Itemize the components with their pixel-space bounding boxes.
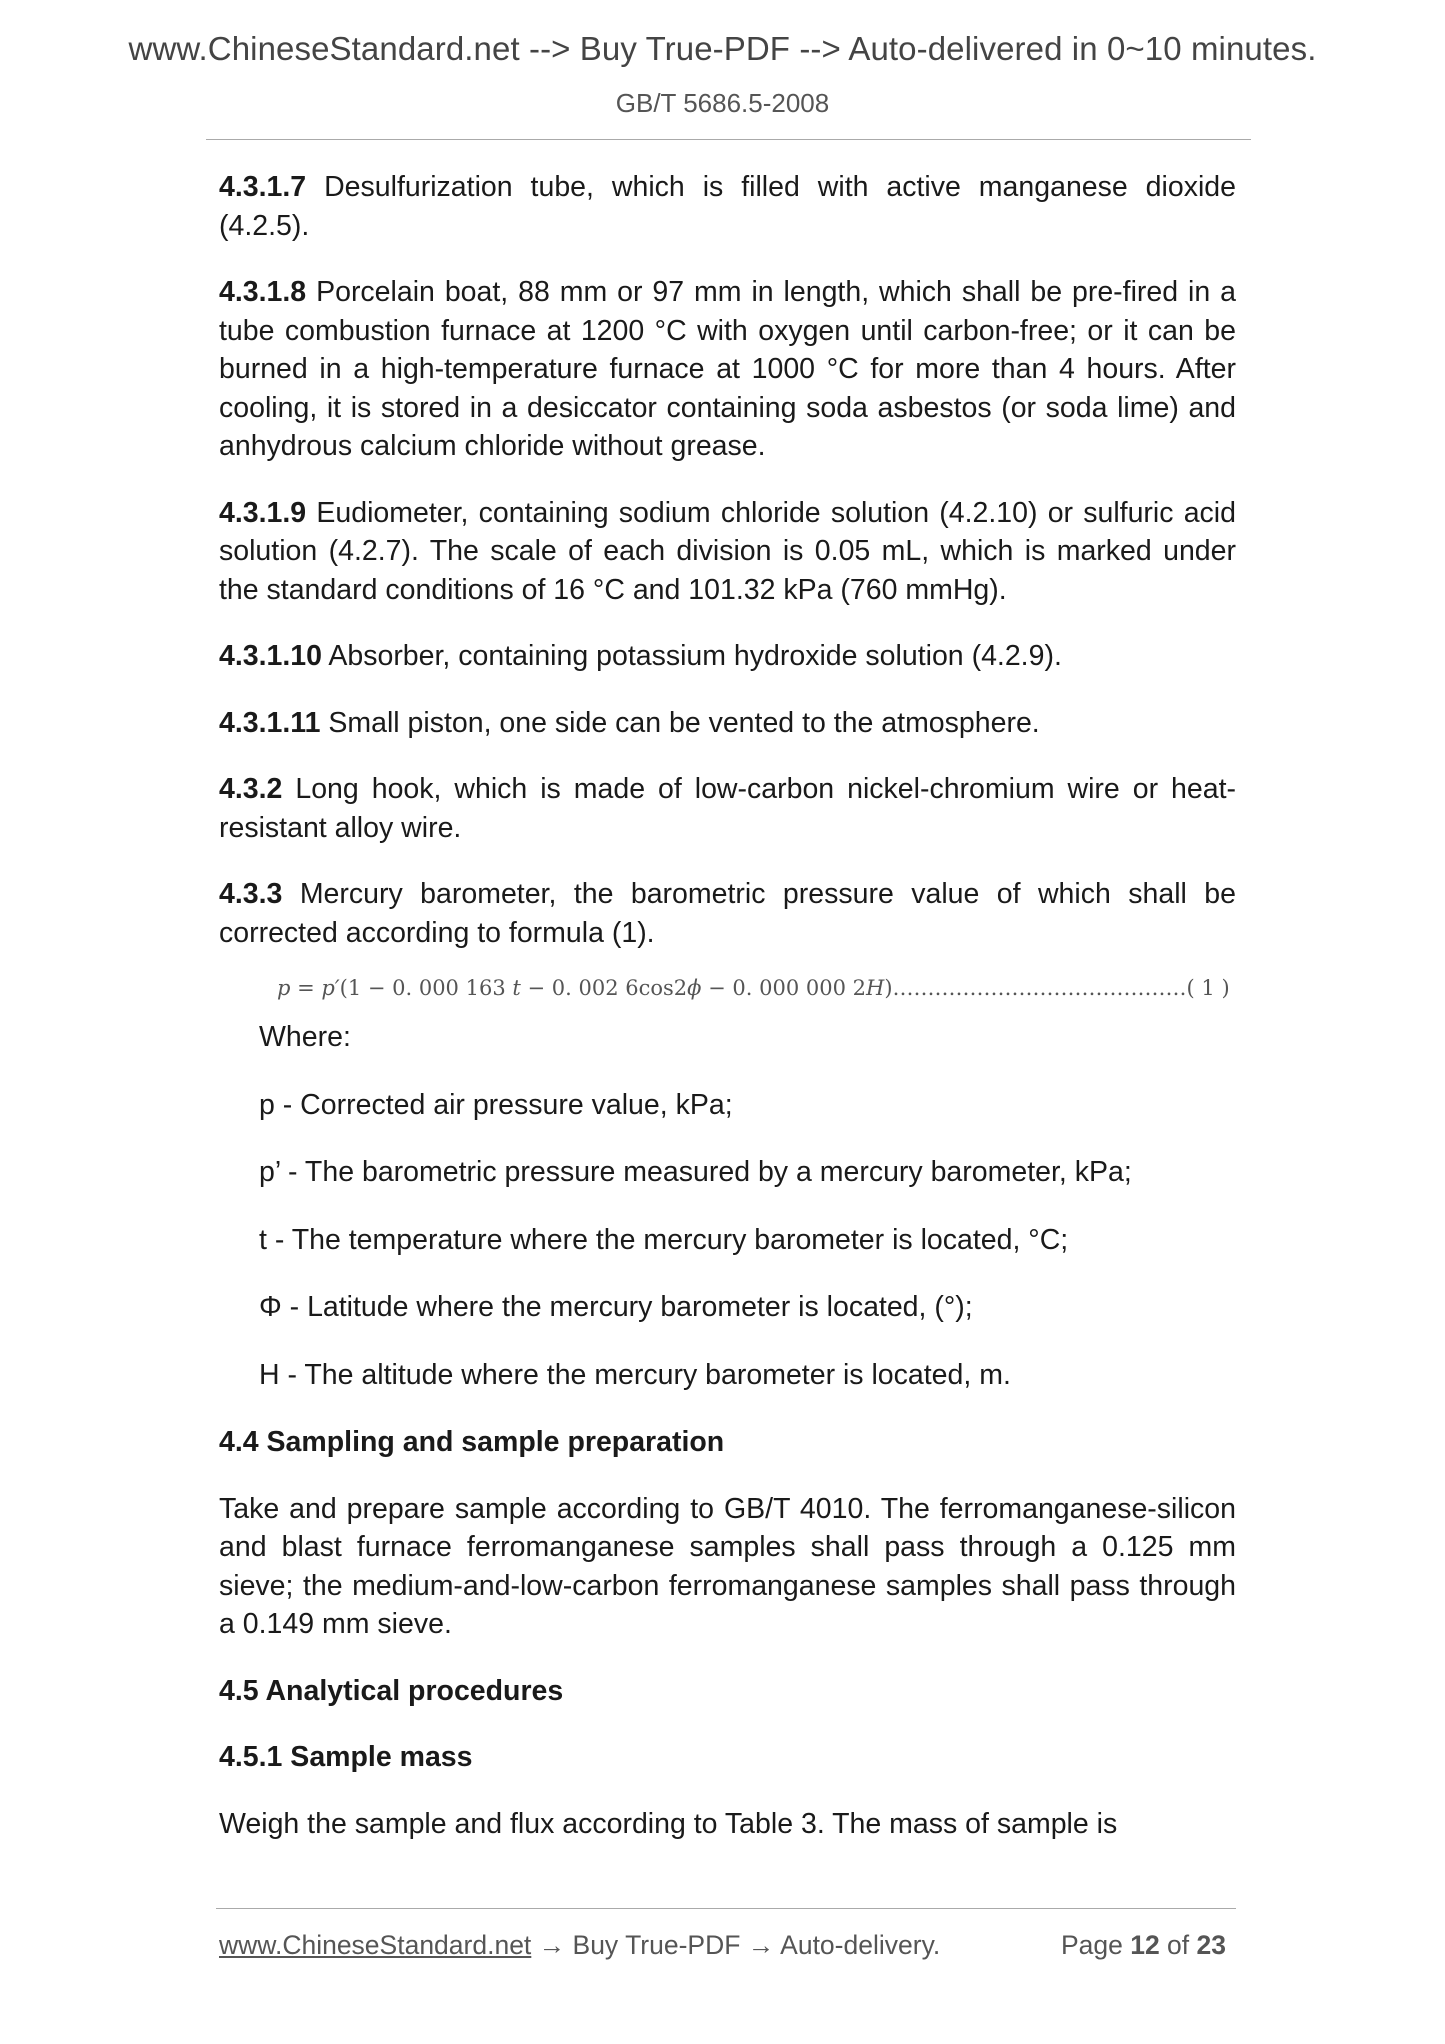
footer-tagline: → Buy True-PDF → Auto-delivery. — [531, 1930, 941, 1960]
clause-text: Long hook, which is made of low-carbon nickel-chromium wire or heat-resistant alloy wire. — [219, 773, 1236, 844]
section-heading-4-5: 4.5 Analytical procedures — [219, 1674, 564, 1707]
document-body — [219, 168, 1236, 1871]
formula-part: − 0. 000 000 2 — [701, 976, 867, 1000]
clause-4-3-3 — [219, 875, 1236, 952]
document-number: GB/T 5686.5-2008 — [615, 88, 830, 118]
formula-1 — [277, 976, 1236, 1000]
clause-number: 4.3.1.10 — [219, 640, 323, 672]
formula-symbol: t — [512, 976, 521, 1000]
page-footer — [219, 1930, 1236, 1961]
clause-4-3-1-10 — [219, 637, 1236, 676]
definition-p: p - Corrected air pressure value, kPa; — [259, 1088, 733, 1121]
page-label: Page — [1060, 1930, 1131, 1960]
of-label: of — [1159, 1930, 1197, 1960]
section-heading-4-5-1: 4.5.1 Sample mass — [219, 1741, 473, 1773]
formula-part: = — [290, 976, 322, 1000]
section-4-4-text: Take and prepare sample according to GB/T 4010. The ferromanganese-silicon and blast furnace ferromanganese samples shall pass through a 0.125 mm sieve; the medium-and-low-carbon ferromanganese samples shall pass through a 0.149 mm sieve. — [219, 1492, 1236, 1640]
site-banner: www.ChineseStandard.net --> Buy True-PDF --> Auto-delivered in 0~10 minutes. — [128, 30, 1317, 67]
clause-4-3-1-11 — [219, 704, 1236, 743]
formula-symbol: p′ — [321, 976, 340, 1000]
formula-symbol: p — [277, 976, 291, 1000]
definition-p-prime: p’ - The barometric pressure measured by a mercury barometer, kPa; — [259, 1156, 1132, 1188]
clause-4-3-1-8 — [219, 273, 1236, 466]
clause-number: 4.3.1.11 — [219, 706, 321, 739]
formula-symbol: ϕ — [687, 976, 702, 1000]
clause-number: 4.3.3 — [219, 878, 283, 910]
clause-number: 4.3.1.8 — [219, 276, 307, 308]
header-divider — [206, 139, 1251, 140]
definition-t: t - The temperature where the mercury barometer is located, °C; — [259, 1223, 1069, 1256]
formula-part: ) — [884, 976, 893, 1000]
formula-part: (1 − 0. 000 163 — [339, 976, 513, 1000]
clause-number: 4.3.2 — [219, 773, 283, 805]
page-total: 23 — [1196, 1930, 1226, 1960]
clause-text: Small piston, one side can be vented to the atmosphere. — [320, 706, 1040, 739]
where-label: Where: — [259, 1021, 351, 1053]
clause-4-3-2 — [219, 770, 1236, 847]
clause-text: Porcelain boat, 88 mm or 97 mm in length, which shall be pre-fired in a tube combustion furnace at 1200 °C with oxygen until carbon-free; or it can be burned in a high-temperature furnace at 1000 °C for more than 4 hours. After cooling, it is stored in a desiccator containing soda asbestos (or soda lime) and anhydrous calcium chloride without grease. — [219, 276, 1236, 462]
formula-part: − 0. 002 6cos2 — [520, 976, 688, 1000]
clause-number: 4.3.1.7 — [219, 171, 307, 203]
section-heading-4-4: 4.4 Sampling and sample preparation — [219, 1426, 725, 1458]
clause-4-3-1-7 — [219, 168, 1236, 245]
definition-h: H - The altitude where the mercury barometer is located, m. — [259, 1358, 1011, 1391]
clause-4-3-1-9 — [219, 494, 1236, 610]
footer-site-link[interactable]: www.ChineseStandard.net — [219, 1930, 532, 1960]
clause-text: Desulfurization tube, which is filled with active manganese dioxide (4.2.5). — [219, 171, 1236, 242]
clause-text: Mercury barometer, the barometric pressure value of which shall be corrected according to formula (1). — [219, 878, 1236, 949]
formula-symbol: H — [866, 976, 885, 1000]
formula-definitions — [219, 1018, 1236, 1394]
section-4-5-1-text: Weigh the sample and flux according to Table 3. The mass of sample is — [219, 1807, 1118, 1840]
clause-text: Absorber, containing potassium hydroxide solution (4.2.9). — [322, 640, 1062, 672]
formula-leader: …………………………………… — [892, 976, 1187, 1000]
definition-phi: Φ - Latitude where the mercury barometer is located, (°); — [259, 1291, 973, 1323]
page-number: 12 — [1130, 1930, 1160, 1960]
formula-number: ( 1 ) — [1186, 976, 1230, 1000]
clause-number: 4.3.1.9 — [219, 496, 307, 529]
page-indicator — [1061, 1930, 1226, 1961]
clause-text: Eudiometer, containing sodium chloride solution (4.2.10) or sulfuric acid solution (4.2.7). The scale of each division is 0.05 mL, which is marked under the standard conditions of 16 °C and 101.32 kPa (760 mmHg). — [219, 496, 1236, 606]
footer-divider — [216, 1908, 1236, 1909]
